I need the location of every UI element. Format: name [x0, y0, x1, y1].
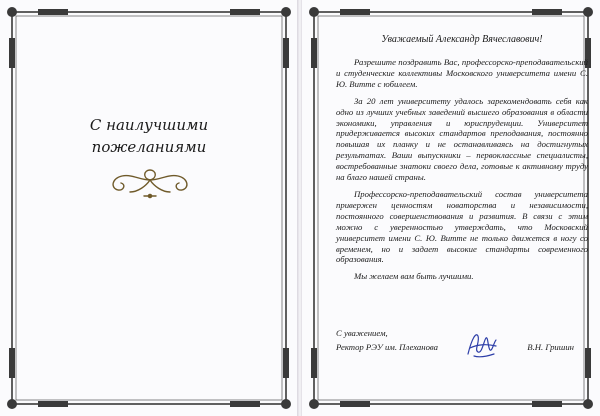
- scroll-flourish-icon: [104, 166, 196, 200]
- signature-position: Ректор РЭУ им. Плеханова: [336, 342, 438, 352]
- signature-name: В.Н. Гришин: [527, 342, 574, 352]
- left-page-border: [0, 0, 298, 416]
- letter-paragraph: За 20 лет университету удалось зарекомендовать себя как одно из лучших учебных заведений высшего образования в области экономики, управления и юриспруденции. Университет придерживается высоких стандартов преподавания, постоянно повышая их планку и не останавливаясь на достигнутых результатах. Ваши выпускники – первоклассные специалисты, востребованные знатоки своего дела, готовые к активному труду на благо нашей страны.: [336, 95, 588, 183]
- signature-regards: С уважением,: [336, 328, 388, 338]
- signature-block: [336, 328, 586, 368]
- greeting-title-line2: пожеланиями: [91, 138, 207, 156]
- greeting-title-line1: С наилучшими: [89, 116, 209, 134]
- letter-paragraph: Профессорско-преподавательский состав университета привержен ценностям новаторства и независимости, постоянного совершенствования и развития. В связи с этим можно с уверенностью утверждать, что Московский университет имени С. Ю. Витте не только движется в ногу со временем, но и задает высокие стандарты современного образования.: [336, 188, 588, 265]
- letter-salutation: Уважаемый Александр Вячеславович!: [381, 34, 543, 45]
- handwritten-signature-icon: [464, 328, 498, 360]
- letter-paragraph: Разрешите поздравить Вас, профессорско-преподавательский и студенческие коллективы Московского университета имени С. Ю. Витте с юбилеем.: [336, 57, 588, 89]
- ornamental-frame-icon: [0, 0, 298, 416]
- letter-body: [336, 34, 588, 288]
- greeting-title: [0, 114, 298, 158]
- left-page: [0, 0, 298, 416]
- letter-paragraph: Мы желаем вам быть лучшими.: [354, 271, 474, 282]
